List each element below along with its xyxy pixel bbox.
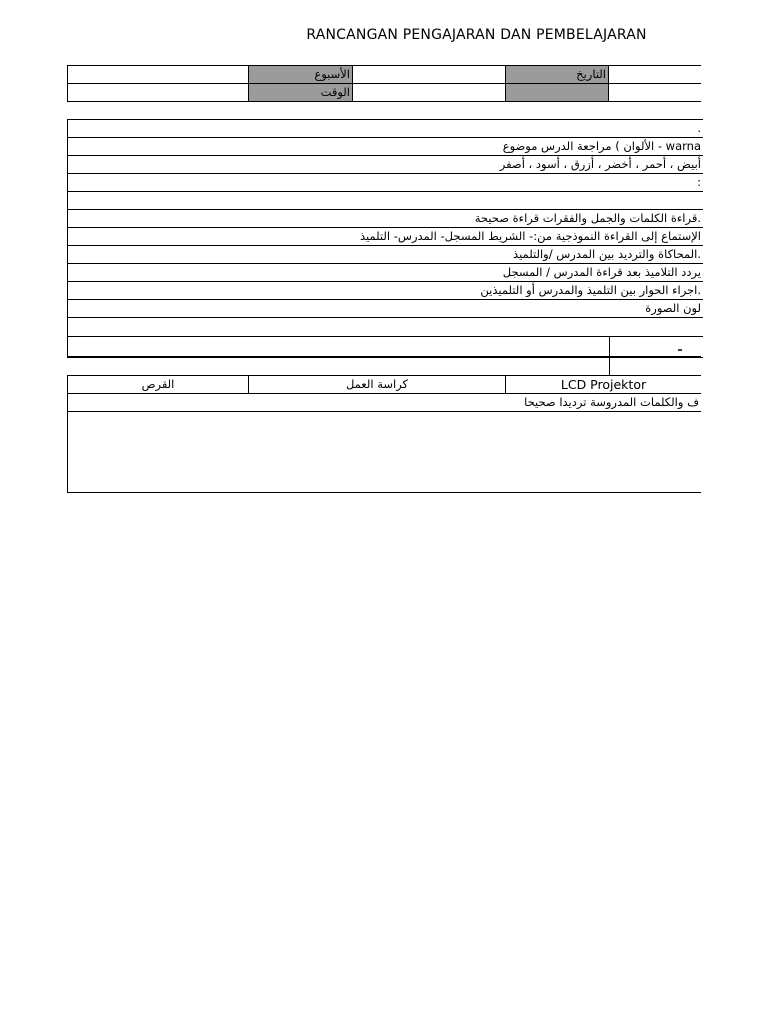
table-row <box>67 336 703 358</box>
table-row: الإستماع إلى القراءة النموذجية من:- الشريط المسجل- المدرس- التلميذ <box>67 227 703 246</box>
main-table <box>67 119 701 357</box>
notes-area <box>67 411 701 493</box>
workbook-cell: كراسة العمل <box>248 375 506 394</box>
objective-note: ف والكلمات المدروسة ترديدا صحيحا <box>67 393 701 412</box>
table-row: . <box>67 119 703 138</box>
table-row: .اجراء الحوار بين التلميذ والمدرس أو التلميذين <box>67 281 703 300</box>
page-title: RANCANGAN PENGAJARAN DAN PEMBELAJARAN <box>306 27 647 43</box>
header-table <box>67 65 701 103</box>
table-row: أبيض ، أحمر ، أخضر ، أزرق ، أسود ، أصفر <box>67 155 703 174</box>
table-row <box>67 191 703 210</box>
table-row: لون الصورة <box>67 299 703 318</box>
header-cell-empty-3 <box>608 83 701 102</box>
table-row: warna - الألوان ) مراجعة الدرس موضوع <box>67 137 703 156</box>
time-value <box>352 83 506 102</box>
disc-cell: القرص <box>67 375 249 394</box>
week-label: الأسبوع <box>248 65 353 84</box>
table-row: .قراءة الكلمات والجمل والفقرات قراءة صحيحة <box>67 209 703 228</box>
date-value <box>608 65 701 84</box>
materials-table <box>67 375 701 493</box>
gray-cell <box>505 83 609 102</box>
small-mark <box>678 349 682 351</box>
table-row: يردد التلاميذ بعد قراءة المدرس / المسجل <box>67 263 703 282</box>
table-row <box>67 317 703 337</box>
table-row: .المحاكاة والترديد بين المدرس /والتلميذ <box>67 245 703 264</box>
date-label: التاريخ <box>505 65 609 84</box>
header-cell-empty-1 <box>67 65 249 84</box>
table-row: : <box>67 173 703 192</box>
week-value <box>352 65 506 84</box>
projector-cell: LCD Projektor <box>505 375 701 394</box>
time-label: الوقت <box>248 83 353 102</box>
row-divider <box>609 337 610 375</box>
header-cell-empty-2 <box>67 83 249 102</box>
